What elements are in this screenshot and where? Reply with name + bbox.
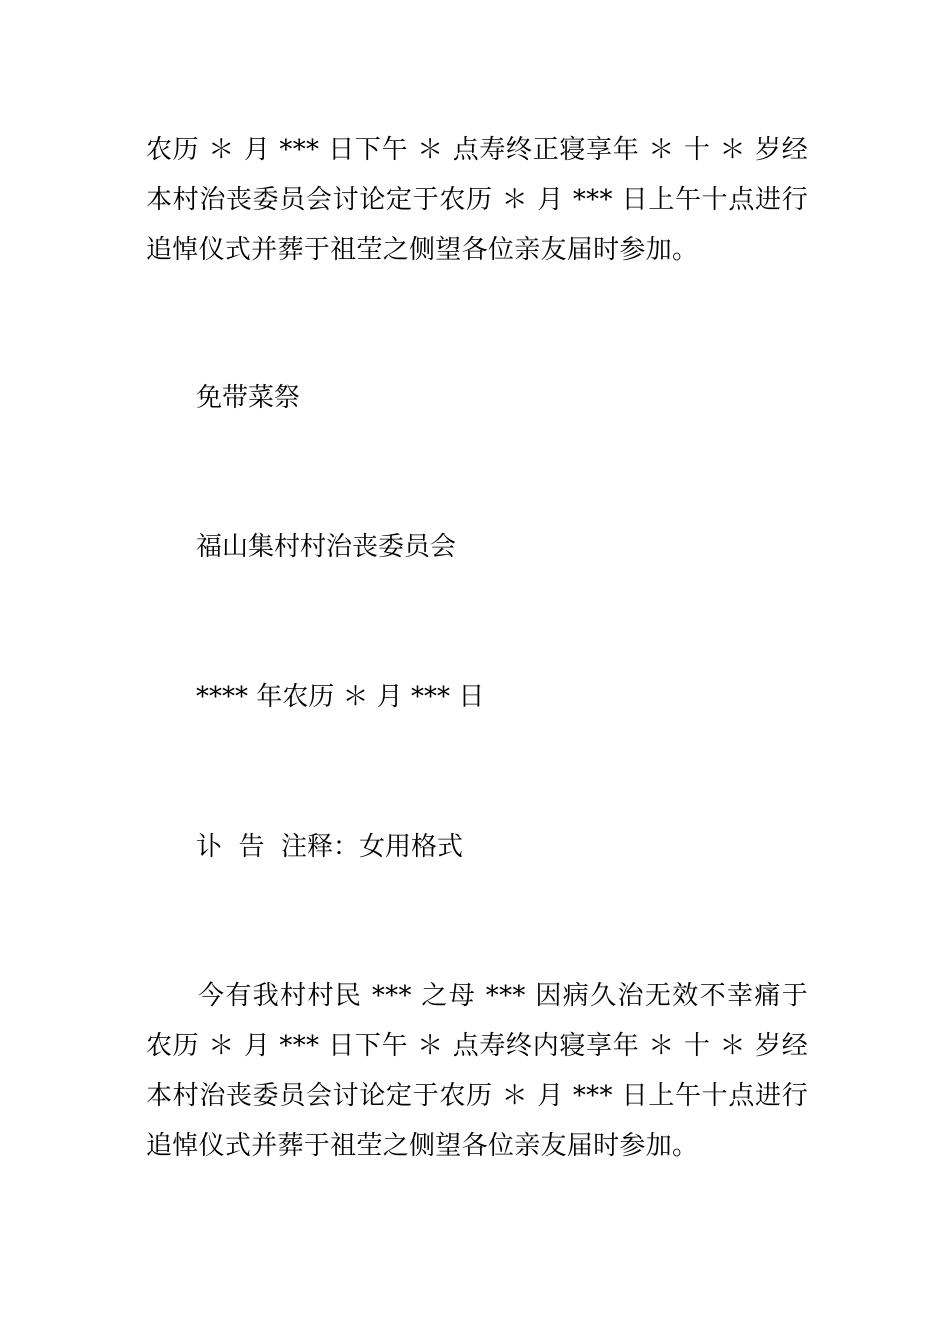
obituary-paragraph-female: 今有我村村民 *** 之母 *** 因病久治无效不幸痛于农历 ＊ 月 *** 日下午 ＊ 点寿终内寝享年 ＊ 十 ＊ 岁经本村治丧委员会讨论定于农历 ＊ 月 *** 日上午十点进行追悼仪式并葬于祖茔之侧望各位亲友届时参加。 bbox=[146, 981, 808, 1161]
date-line: **** 年农历 ＊ 月 *** 日 bbox=[196, 682, 485, 712]
committee-signature: 福山集村村治丧委员会 bbox=[196, 532, 457, 562]
obituary-paragraph-male: 农历 ＊ 月 *** 日下午 ＊ 点寿终正寝享年 ＊ 十 ＊ 岁经本村治丧委员会讨论定于农历 ＊ 月 *** 日上午十点进行追悼仪式并葬于祖茔之侧望各位亲友届时参加。 bbox=[146, 135, 808, 265]
no-food-offering-line: 免带菜祭 bbox=[196, 383, 301, 413]
notice-header: 讣 告 注释：女用格式 bbox=[196, 832, 464, 862]
